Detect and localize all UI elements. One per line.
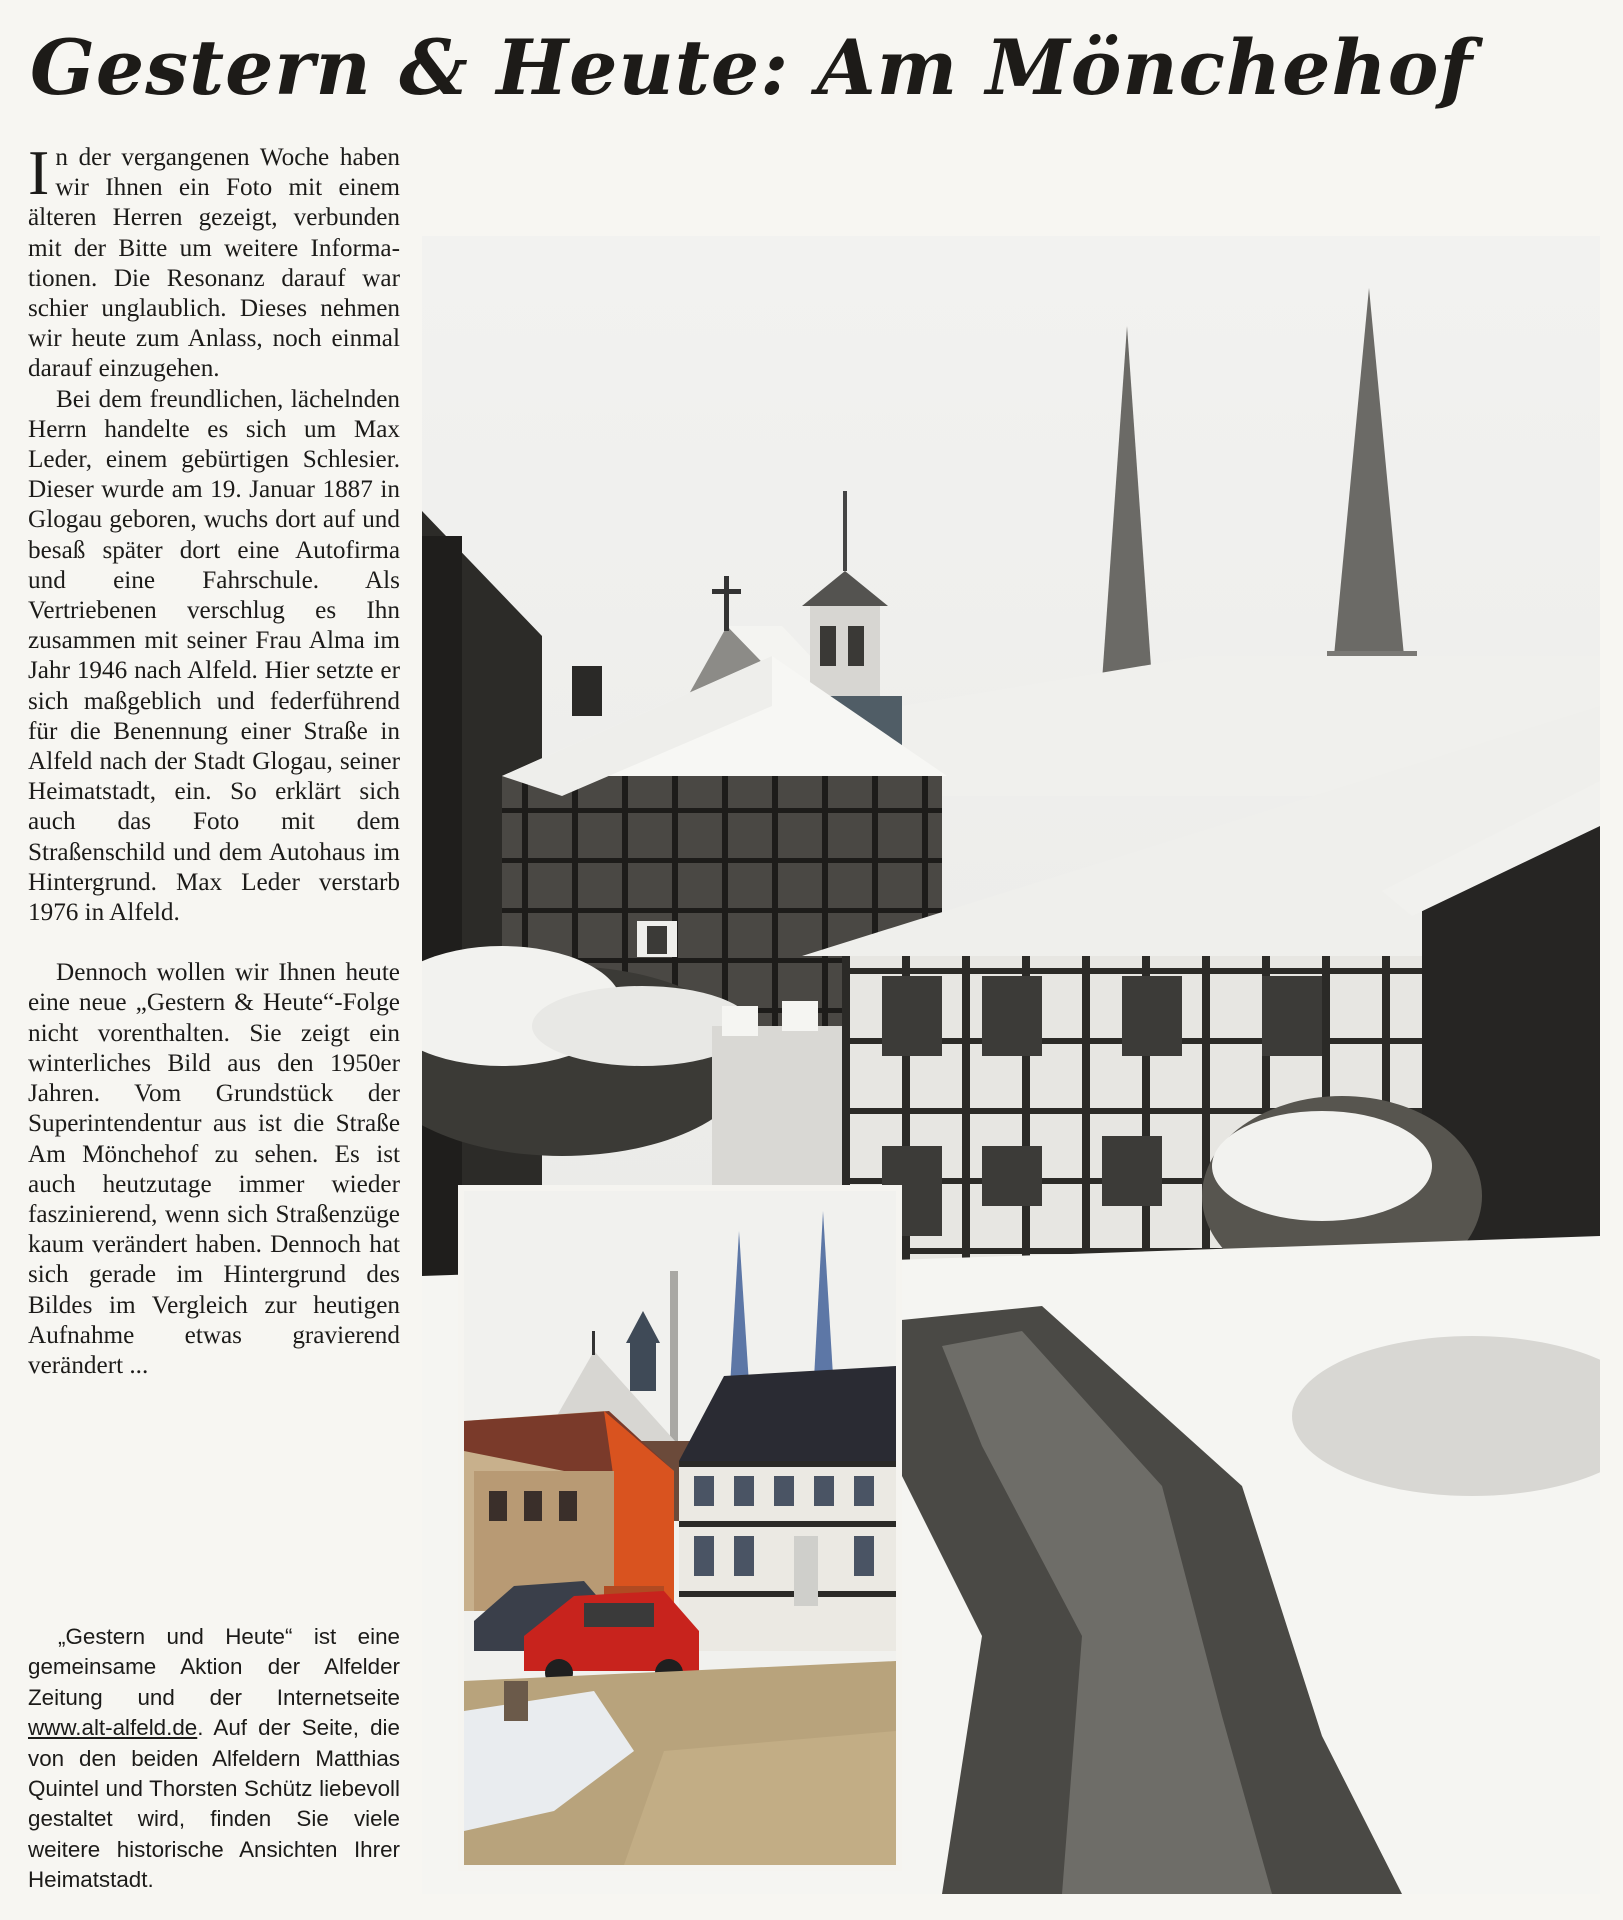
info-paragraph <box>28 1622 400 1896</box>
drop-cap: I <box>28 137 50 208</box>
paragraph-1 <box>28 137 400 385</box>
website-link[interactable]: www.alt-alfeld.de <box>28 1715 198 1741</box>
paragraph-3: Dennoch wollen wir Ihnen heute eine neue „Gestern & Heute“-Folge nicht vorenthalten. Sie zeigt ein winterliches Bild aus den 1950er Jahren. Vom Grundstück der Superintendentur aus ist die Straße Am Mönchehof zu sehen. Es ist auch heutzutage immer wieder faszinierend, wenn sich Straßenzüge kaum verändert haben. Dennoch hat sich gerade im Hintergrund des Bildes im Vergleich zur heutigen Aufnahme etwas gravierend verändert ... <box>28 959 400 1379</box>
modern-color-photo <box>458 1185 902 1871</box>
modern-photo-drawing <box>464 1191 896 1865</box>
info-box <box>28 1622 400 1896</box>
paragraph-1-text: n der vergangenen Woche haben wir Ihnen ein Foto mit einem älteren Herren gezeigt, verbunden mit der Bitte um weitere Informationen. Die Resonanz darauf war schier unglaublich. Dieses nehmen wir heute zum Anlass, noch einmal darauf einzugehen. <box>28 144 400 383</box>
info-text-end: . Auf der Seite, die von den beiden Alfeldern Matthias Quintel und Thorsten Schütz liebevoll gestaltet wird, finden Sie viele weitere historische Ansichten Ihrer Heimatstadt. <box>28 1715 400 1893</box>
paragraph-2: Bei dem freundlichen, lächelnden Herrn handelte es sich um Max Leder, einem gebürtigen Schlesier. Dieser wurde am 19. Januar 1887 in Glogau geboren, wuchs dort auf und besaß später dort eine Autofirma und eine Fahrschule. Als Vertriebenen verschlug es Ihn zusammen mit seiner Frau Alma im Jahr 1946 nach Alfeld. Hier setzte er sich maßgeblich und federführend für die Benennung einer Straße in Alfeld nach der Stadt Glogau, seiner Heimatstadt, ein. So erklärt sich auch das Foto mit dem Straßenschild und dem Autohaus im Hintergrund. Max Leder verstarb 1976 in Alfeld. <box>28 385 400 927</box>
article-body <box>28 137 400 1381</box>
info-text-start: „Gestern und Heute“ ist eine gemeinsame Aktion der Alfelder Zeitung und der Internetseite <box>28 1624 400 1710</box>
headline: Gestern & Heute: Am Mönchehof <box>30 23 1474 112</box>
